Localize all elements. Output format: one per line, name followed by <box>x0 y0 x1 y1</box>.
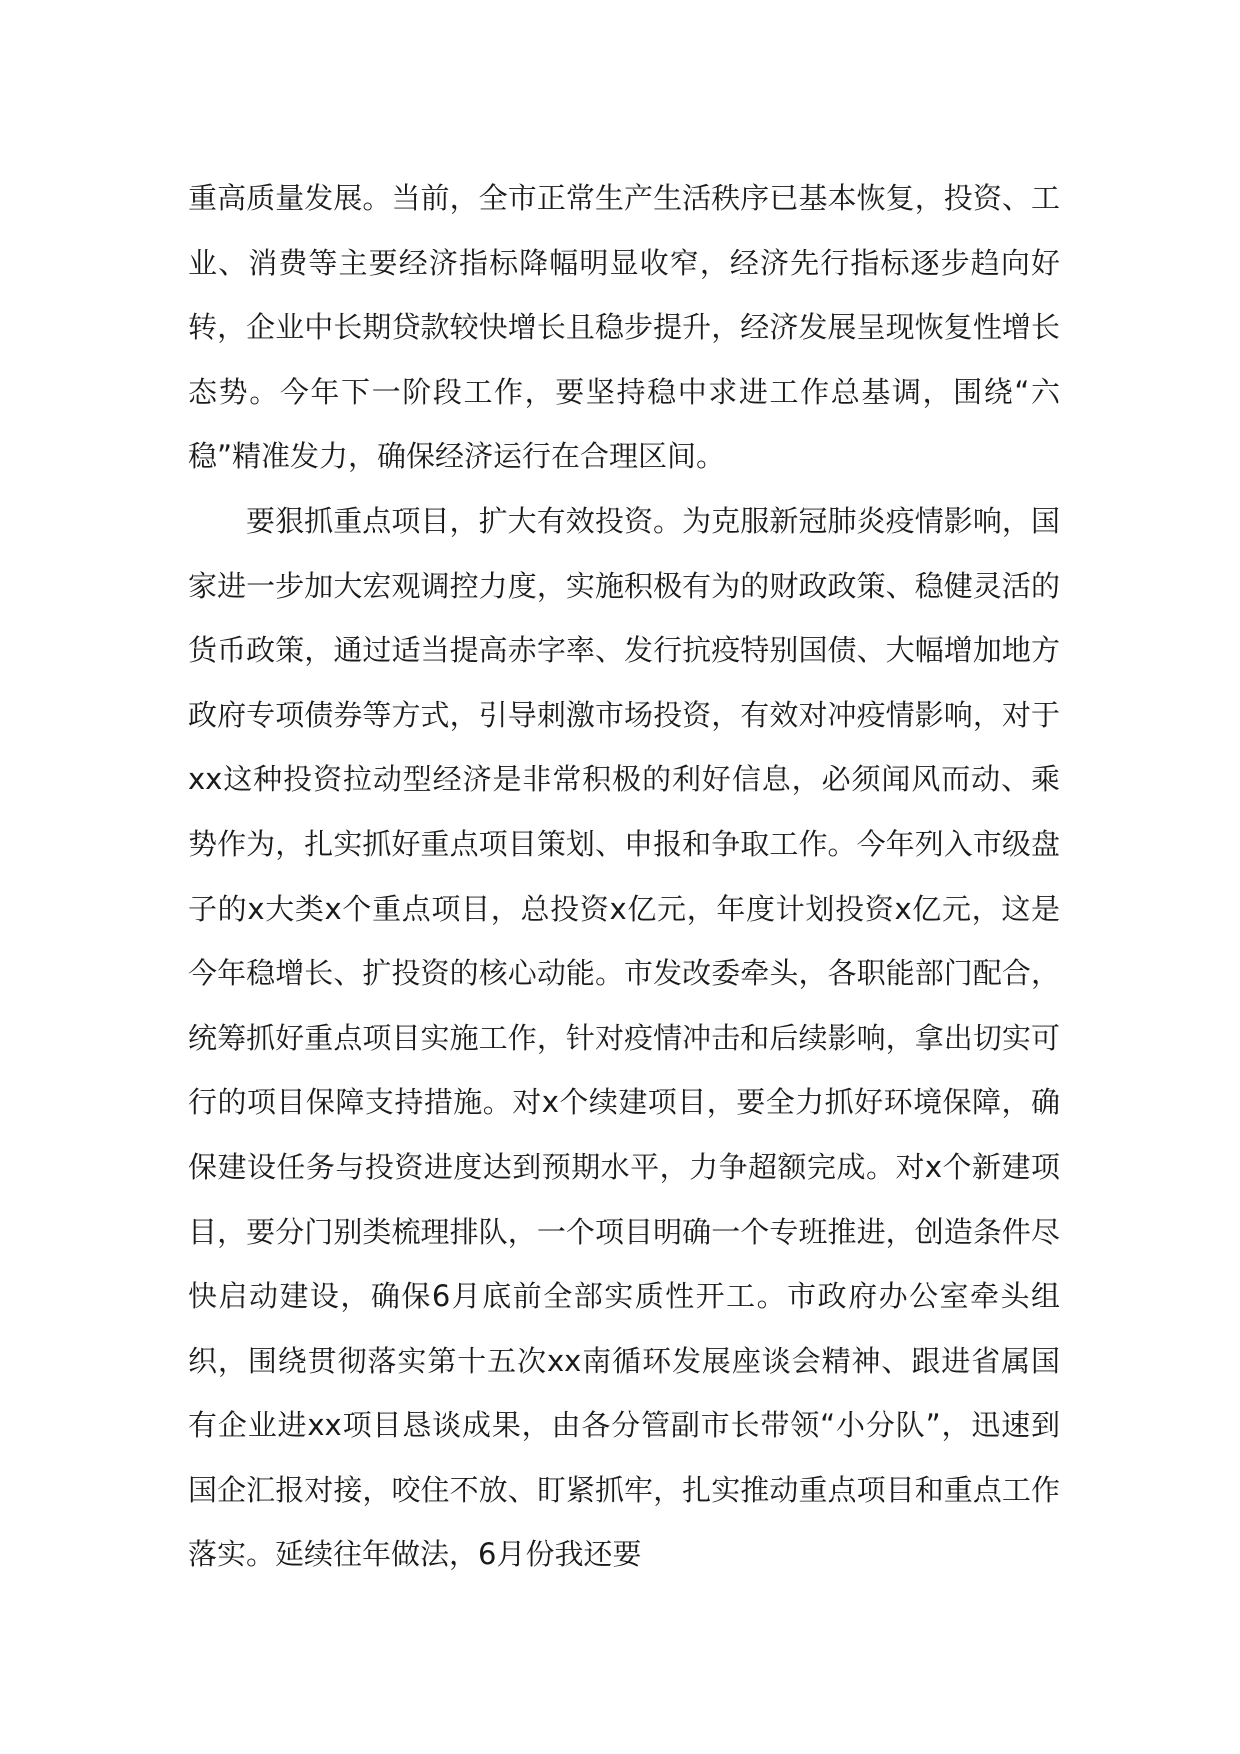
document-body <box>188 166 1060 1587</box>
paragraph-2: 要狠抓重点项目，扩大有效投资。为克服新冠肺炎疫情影响，国家进一步加大宏观调控力度，实施积极有为的财政政策、稳健灵活的货币政策，通过适当提高赤字率、发行抗疫特别国债、大幅增加地方政府专项债券等方式，引导刺激市场投资，有效对冲疫情影响，对于xx这种投资拉动型经济是非常积极的利好信息，必须闻风而动、乘势作为，扎实抓好重点项目策划、申报和争取工作。今年列入市级盘子的x大类x个重点项目，总投资x亿元，年度计划投资x亿元，这是今年稳增长、扩投资的核心动能。市发改委牵头，各职能部门配合，统筹抓好重点项目实施工作，针对疫情冲击和后续影响，拿出切实可行的项目保障支持措施。对x个续建项目，要全力抓好环境保障，确保建设任务与投资进度达到预期水平，力争超额完成。对x个新建项目，要分门别类梳理排队，一个项目明确一个专班推进，创造条件尽快启动建设，确保6月底前全部实质性开工。市政府办公室牵头组织，围绕贯彻落实第十五次xx南循环发展座谈会精神、跟进省属国有企业进xx项目恳谈成果，由各分管副市长带领“小分队”，迅速到国企汇报对接，咬住不放、盯紧抓牢，扎实推动重点项目和重点工作落实。延续往年做法，6月份我还要 <box>188 503 1060 1572</box>
paragraph-1: 重高质量发展。当前，全市正常生产生活秩序已基本恢复，投资、工业、消费等主要经济指标降幅明显收窄，经济先行指标逐步趋向好转，企业中长期贷款较快增长且稳步提升，经济发展呈现恢复性增长态势。今年下一阶段工作，要坚持稳中求进工作总基调，围绕“六稳”精准发力，确保经济运行在合理区间。 <box>188 181 1060 474</box>
